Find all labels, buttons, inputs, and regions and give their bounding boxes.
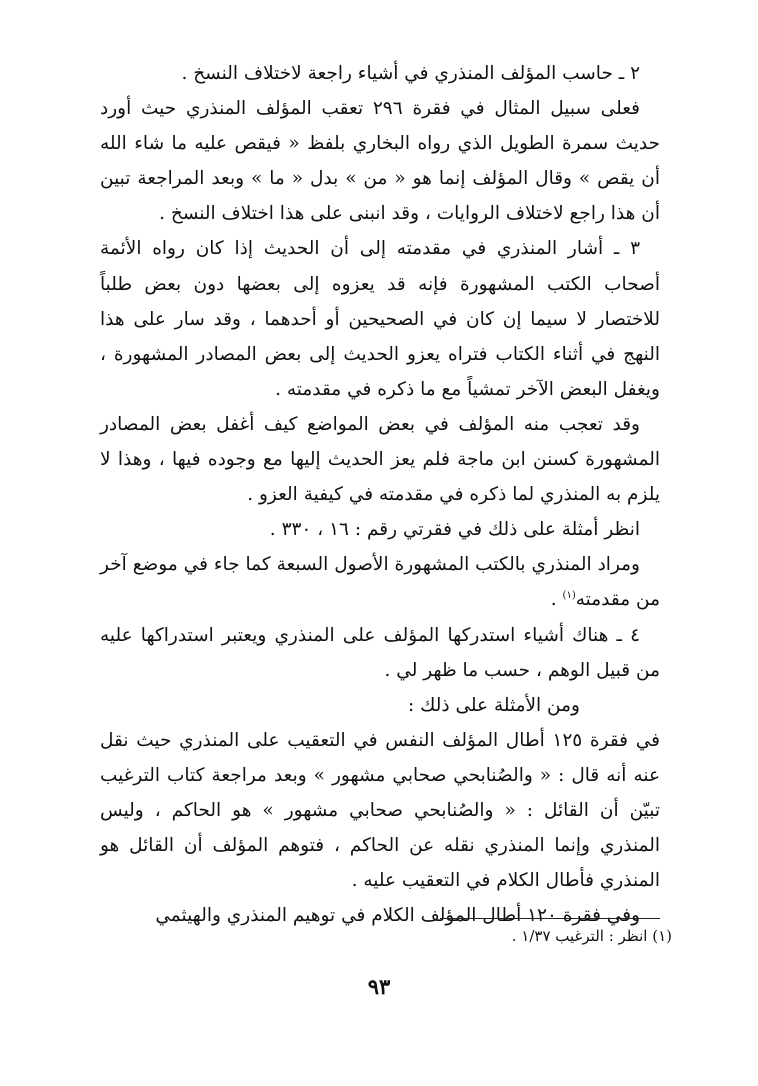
footnote: (١) انظر : الترغيب ١/٣٧ . <box>511 927 672 945</box>
paragraph-seven-books <box>100 547 660 617</box>
page-number: ٩٣ <box>367 974 391 999</box>
paragraph-example-120: وفي فقرة ١٢٠ أطال المؤلف الكلام في توهيم المنذري والهيثمي <box>155 905 640 927</box>
footnote-separator <box>440 918 660 919</box>
paragraph-seven-books-text: ومراد المنذري بالكتب المشهورة الأصول السبعة كما جاء في موضع آخر من مقدمته <box>100 554 660 611</box>
paragraph-examples-ref: انظر أمثلة على ذلك في فقرتي رقم : ١٦ ، ٣٣٠ . <box>269 519 640 541</box>
body-text <box>100 56 660 933</box>
paragraph-point-3: ٣ ـ أشار المنذري في مقدمته إلى أن الحديث إذا كان رواه الأئمة أصحاب الكتب المشهورة فإنه قد يعزوه إلى بعضها دون بعض طلباً للاختصار لا سيما إن كان في الصحيحين أو أحدهما ، وقد سار على هذا النهج في أثناء الكتاب فتراه يعزو الحديث إلى بعض المصادر المشهورة ، ويغفل البعض الآخر تمشياً مع ما ذكره في مقدمته . <box>100 238 660 400</box>
paragraph-point-4: ٤ ـ هناك أشياء استدركها المؤلف على المنذري ويعتبر استدراكها عليه من قبيل الوهم ، حسب ما ظهر لي . <box>100 624 660 681</box>
paragraph-example-125: في فقرة ١٢٥ أطال المؤلف النفس في التعقيب على المنذري حيث نقل عنه أنه قال : « والصُنابحي صحابي مشهور » وبعد مراجعة كتاب الترغيب تبيّن أن القائل : « والصُنابحي صحابي مشهور » هو الحاكم ، وليس المنذري وإنما المنذري نقله عن الحاكم ، فتوهم المؤلف أن القائل هو المنذري فأطال الكلام في التعقيب عليه . <box>100 729 660 892</box>
paragraph-seven-books-end: . <box>550 589 563 611</box>
footnote-reference[interactable]: (١) <box>562 590 576 602</box>
paragraph-point-2: ٢ ـ حاسب المؤلف المنذري في أشياء راجعة لاختلاف النسخ . <box>181 63 640 84</box>
paragraph-example-296: فعلى سبيل المثال في فقرة ٢٩٦ تعقب المؤلف المنذري حيث أورد حديث سمرة الطويل الذي رواه البخاري بلفظ « فيقص عليه ما شاء الله أن يقص » وقال المؤلف إنما هو « من » بدل « ما » وبعد المراجعة تبين أن هذا راجع لاختلاف الروايات ، وقد انبنى على هذا اختلاف النسخ . <box>100 98 660 225</box>
paragraph-examples-intro: ومن الأمثلة على ذلك : <box>408 694 580 716</box>
paragraph-ibn-majah: وقد تعجب منه المؤلف في بعض المواضع كيف أغفل بعض المصادر المشهورة كسنن ابن ماجة فلم يعز الحديث إليها مع وجوده فيها ، وهذا لا يلزم به المنذري لما ذكره في مقدمته في كيفية العزو . <box>100 413 660 506</box>
